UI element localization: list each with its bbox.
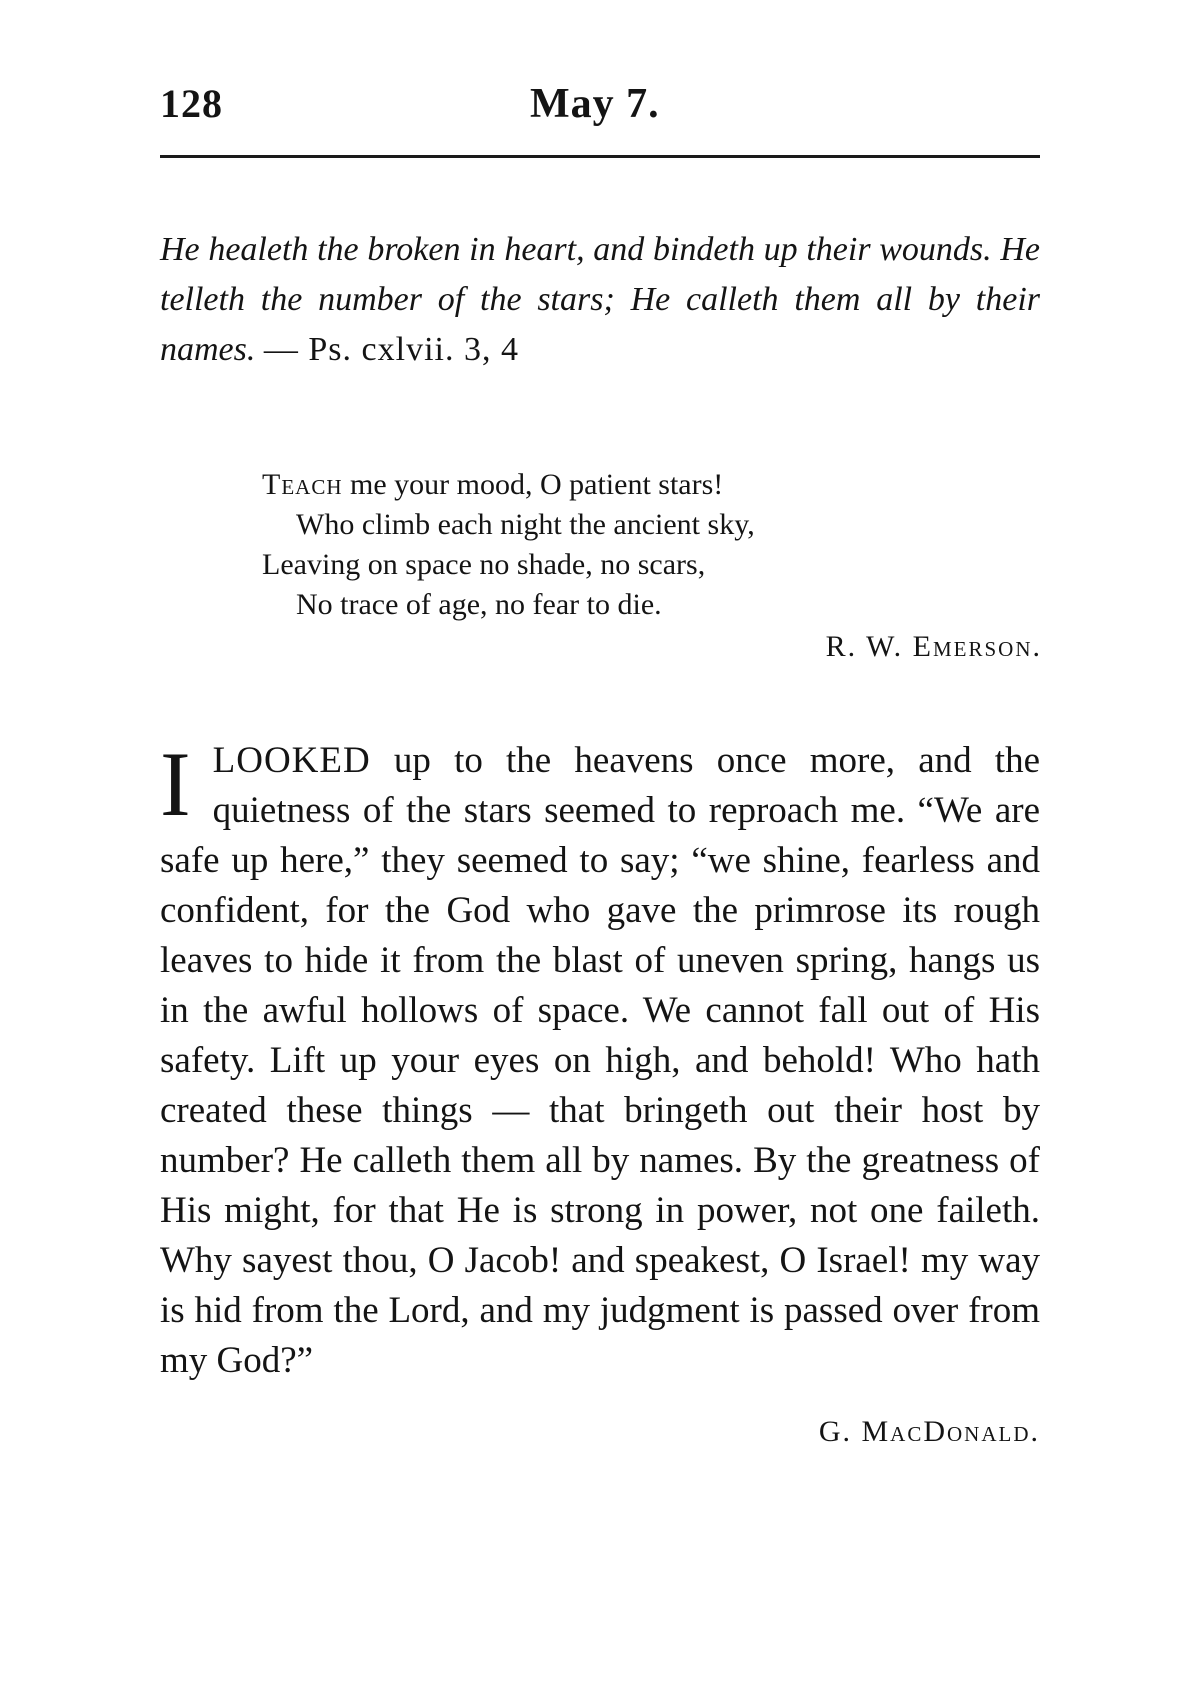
prose-author: G. MacDonald.	[818, 1415, 1040, 1448]
page-title: May 7.	[530, 81, 660, 127]
prose-lead-word: LOOKED	[212, 740, 371, 781]
page-number: 128	[160, 81, 223, 126]
poem-author: R. W. Emerson.	[825, 630, 1042, 663]
page-header	[160, 80, 1040, 140]
scripture-verse: He healeth the broken in heart, and bindeth up their wounds. He telleth the number of the stars; He calleth them all by their names.	[160, 231, 1040, 368]
poem-block	[262, 465, 1042, 667]
poem-line-2: Who climb each night the ancient sky,	[296, 508, 755, 541]
poem-line-1-text: me your mood, O patient stars!	[342, 468, 724, 501]
poem-line-4: No trace of age, no fear to die.	[296, 588, 662, 621]
scripture-epigraph	[160, 225, 1040, 375]
poem-line-1	[262, 465, 1042, 505]
header-rule	[160, 155, 1040, 158]
prose-paragraph	[160, 733, 1040, 1386]
prose-body: up to the heavens once more, and the quietness of the stars seemed to reproach me. “We are safe up here,” they seemed to say; “we shine, fearless and confident, for the God who gave the primrose its rough leaves to hide it from the blast of uneven spring, hangs us in the awful hollows of space. We cannot fall out of His safety. Lift up your eyes on high, and behold! Who hath created these things — that bringeth out their host by number? He calleth them all by names. By the greatness of His might, for that He is strong in power, not one faileth. Why sayest thou, O Jacob! and speakest, O Israel! my way is hid from the Lord, and my judgment is passed over from my God?”	[160, 740, 1040, 1381]
poem-first-word: Teach	[262, 468, 343, 501]
drop-cap: I	[160, 733, 191, 835]
scripture-reference: — Ps. cxlvii. 3, 4	[263, 331, 519, 368]
poem-line-3: Leaving on space no shade, no scars,	[262, 548, 706, 581]
